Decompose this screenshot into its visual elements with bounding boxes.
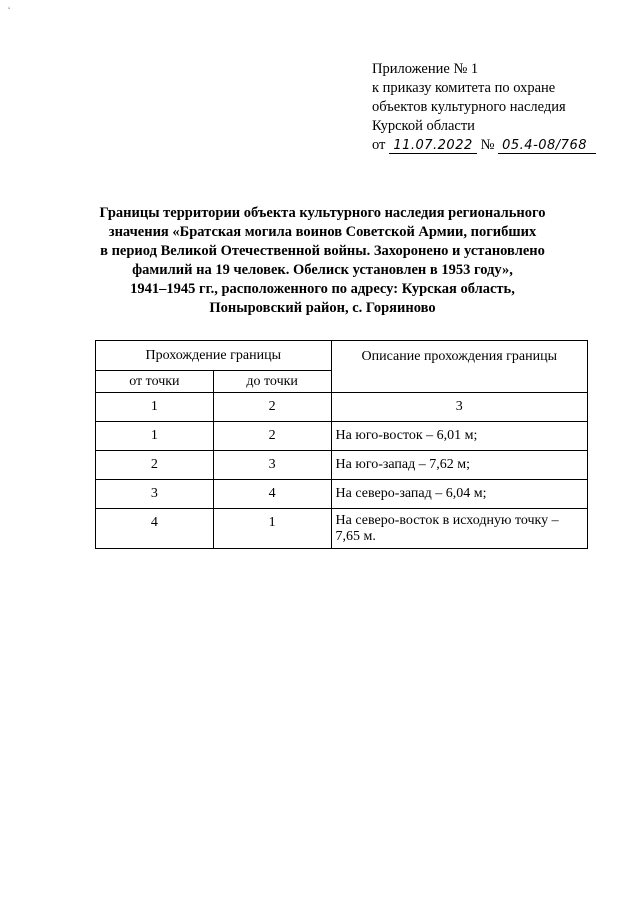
boundary-table <box>95 340 588 549</box>
number-label: № <box>480 137 495 153</box>
description-cell: На юго-восток – 6,01 м; <box>331 422 587 451</box>
appendix-title: Приложение № 1 <box>372 61 479 77</box>
numbering-cell: 2 <box>213 393 331 422</box>
table-row <box>96 422 588 451</box>
table-row <box>96 480 588 509</box>
header-from-point: от точки <box>96 371 214 393</box>
title-line: фамилий на 19 человек. Обелиск установлен в 1953 году», <box>132 262 513 278</box>
title-line: Границы территории объекта культурного наследия регионального <box>99 205 546 221</box>
document-title <box>60 204 585 318</box>
from-point-cell: 3 <box>96 480 214 509</box>
title-line: в период Великой Отечественной войны. Захоронено и установлено <box>100 243 545 259</box>
header-boundary-description: Описание прохождения границы <box>331 341 587 393</box>
from-point-cell: 4 <box>96 509 214 549</box>
to-point-cell: 3 <box>213 451 331 480</box>
handwritten-date: 11.07.2022 <box>389 138 477 154</box>
description-cell: На северо-восток в исходную точку – 7,65 м. <box>331 509 587 549</box>
numbering-cell: 1 <box>96 393 214 422</box>
appendix-order-line: к приказу комитета по охране <box>372 80 556 96</box>
title-line: значения «Братская могила воинов Советской Армии, погибших <box>108 224 537 240</box>
from-point-cell: 1 <box>96 422 214 451</box>
from-point-cell: 2 <box>96 451 214 480</box>
description-cell: На северо-запад – 6,04 м; <box>331 480 587 509</box>
table-row <box>96 509 588 549</box>
handwritten-number: 05.4-08/768 <box>498 138 596 154</box>
from-label: от <box>372 137 386 153</box>
corner-mark: ʻ <box>8 6 11 17</box>
header-boundary-passage: Прохождение границы <box>96 341 332 371</box>
numbering-row <box>96 393 588 422</box>
title-line: 1941–1945 гг., расположенного по адресу: Курская область, <box>130 281 515 297</box>
header-to-point: до точки <box>213 371 331 393</box>
to-point-cell: 4 <box>213 480 331 509</box>
description-cell: На юго-запад – 7,62 м; <box>331 451 587 480</box>
appendix-block <box>372 60 622 155</box>
to-point-cell: 1 <box>213 509 331 549</box>
appendix-region-line: Курской области <box>372 118 475 134</box>
appendix-date-number-line <box>372 136 622 155</box>
table-row <box>96 451 588 480</box>
to-point-cell: 2 <box>213 422 331 451</box>
title-line: Поныровский район, с. Горяиново <box>209 300 436 316</box>
numbering-cell: 3 <box>331 393 587 422</box>
appendix-committee-line: объектов культурного наследия <box>372 99 566 115</box>
